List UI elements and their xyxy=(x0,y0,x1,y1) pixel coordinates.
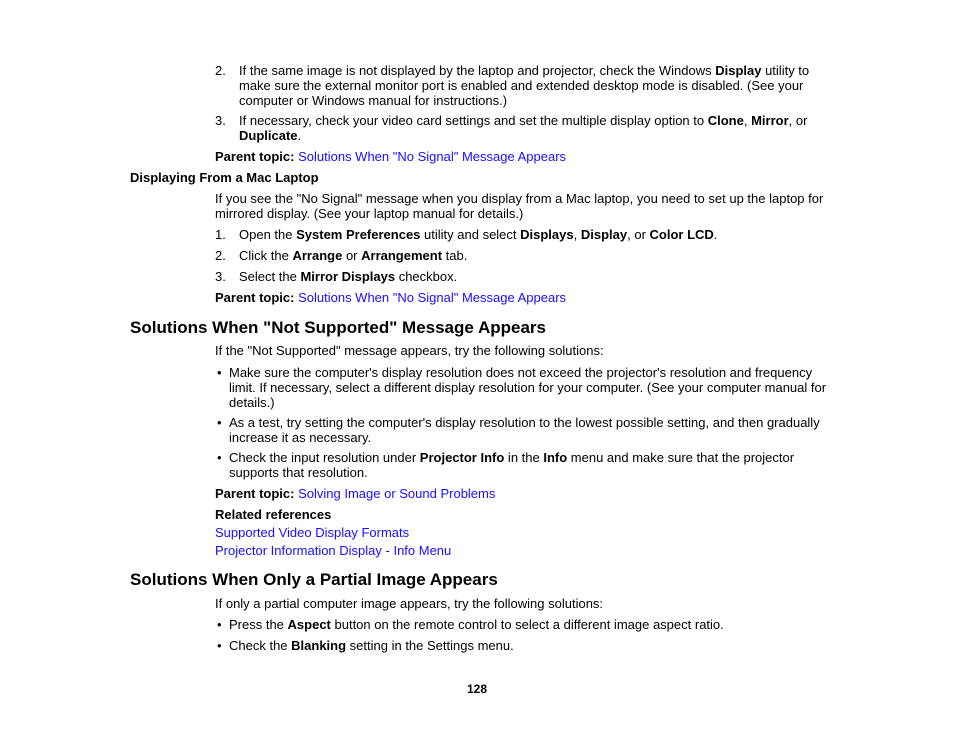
list-item-text: Select the Mirror Displays checkbox. xyxy=(239,269,458,284)
bullet-text: As a test, try setting the computer's display resolution to the lowest possible setting, and then gradually increase it as necessary. xyxy=(229,415,820,445)
bullet-text: Check the Blanking setting in the Settings menu. xyxy=(229,638,514,653)
list-number: 1. xyxy=(215,227,226,242)
parent-topic-link[interactable]: Solutions When "No Signal" Message Appears xyxy=(298,149,567,164)
parent-topic-link[interactable]: Solutions When "No Signal" Message Appears xyxy=(298,290,567,305)
bullet: • xyxy=(217,415,222,430)
section-heading-not-supported: Solutions When "Not Supported" Message Appears xyxy=(130,318,546,337)
related-references-label: Related references xyxy=(215,507,332,522)
bullet: • xyxy=(217,450,222,465)
related-link[interactable]: Supported Video Display Formats xyxy=(215,525,410,540)
section-heading-mac: Displaying From a Mac Laptop xyxy=(130,170,319,185)
list-number: 2. xyxy=(215,248,226,263)
not-supported-intro: If the "Not Supported" message appears, try the following solutions: xyxy=(215,343,604,358)
page-number: 128 xyxy=(466,682,488,696)
bullet: • xyxy=(217,617,222,632)
parent-topic-link[interactable]: Solving Image or Sound Problems xyxy=(298,486,496,501)
section-heading-partial: Solutions When Only a Partial Image Appears xyxy=(130,570,498,589)
parent-topic: Parent topic: Solutions When "No Signal" Message Appears xyxy=(215,149,567,164)
list-number: 2. xyxy=(215,63,226,78)
list-number: 3. xyxy=(215,113,226,128)
list-number: 3. xyxy=(215,269,226,284)
list-item-text: If necessary, check your video card settings and set the multiple display option to Clone, Mirror, or Duplicate. xyxy=(239,113,808,143)
mac-intro: If you see the "No Signal" message when you display from a Mac laptop, you need to set up the laptop for mirrored display. (See your laptop manual for details.) xyxy=(215,191,824,221)
partial-intro: If only a partial computer image appears, try the following solutions: xyxy=(215,596,604,611)
bullet-text: Make sure the computer's display resolution does not exceed the projector's resolution and frequency limit. If necessary, select a different display resolution for your computer. (See your computer manual for details.) xyxy=(229,365,827,410)
list-item-text: Click the Arrange or Arrangement tab. xyxy=(239,248,468,263)
related-link[interactable]: Projector Information Display - Info Menu xyxy=(215,543,452,558)
parent-topic: Parent topic: Solutions When "No Signal" Message Appears xyxy=(215,290,567,305)
bullet-text: Check the input resolution under Projector Info in the Info menu and make sure that the projector supports that resolution. xyxy=(229,450,795,480)
bullet-text: Press the Aspect button on the remote control to select a different image aspect ratio. xyxy=(229,617,724,632)
parent-topic: Parent topic: Solving Image or Sound Problems xyxy=(215,486,496,501)
bullet: • xyxy=(217,638,222,653)
bullet: • xyxy=(217,365,222,380)
list-item-text: If the same image is not displayed by the laptop and projector, check the Windows Display utility to make sure the external monitor port is enabled and extended desktop mode is disabled. (See your computer or Windows manual for instructions.) xyxy=(239,63,810,108)
list-item-text: Open the System Preferences utility and select Displays, Display, or Color LCD. xyxy=(239,227,718,242)
